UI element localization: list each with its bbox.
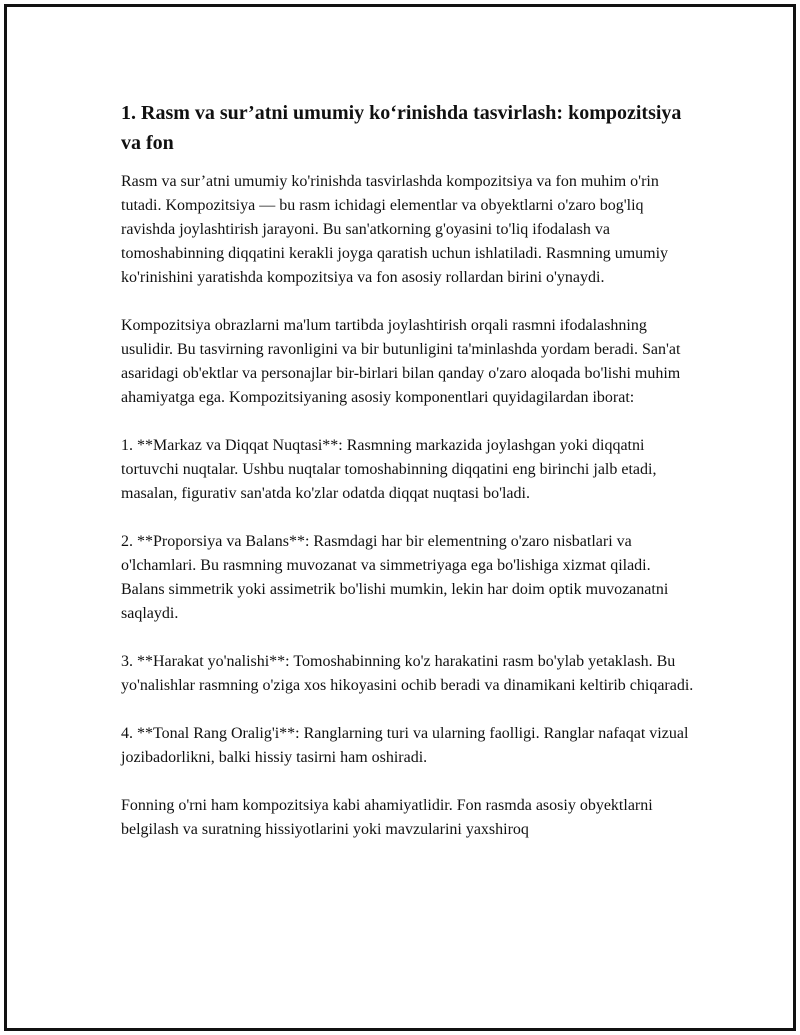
list-item-movement-direction: 3. **Harakat yo'nalishi**: Tomoshabinning ko'z harakatini rasm bo'ylab yetaklash. Bu yo'nalishlar rasmning o'ziga xos hikoyasini ochib beradi va dinamikani keltirib chiqaradi.: [121, 653, 694, 694]
list-item-tonal-range: 4. **Tonal Rang Oralig'i**: Ranglarning turi va ularning faolligi. Ranglar nafaqat vizual jozibadorlikni, balki hissiy tasirni ham oshiradi.: [121, 725, 689, 766]
document-body: [121, 98, 696, 866]
document-title: 1. Rasm va sur’atni umumiy ko‘rinishda tasvirlash: kompozitsiya va fon: [121, 102, 682, 154]
page-frame: [4, 4, 796, 1031]
paragraph-composition: Kompozitsiya obrazlarni ma'lum tartibda joylashtirish orqali rasmni ifodalashning usulidir. Bu tasvirning ravonligini va bir butunligini ta'minlashda yordam beradi. San'at asaridagi ob'ektlar va personajlar bir-birlari bilan qanday o'zaro aloqada bo'lishi muhim ahamiyatga ega. Kompozitsiyaning asosiy komponentlari quyidagilardan iborat:: [121, 317, 681, 406]
list-item-proportion-balance: 2. **Proporsiya va Balans**: Rasmdagi har bir elementning o'zaro nisbatlari va o'lchamlari. Bu rasmning muvozanat va simmetriyaga ega bo'lishiga xizmat qiladi. Balans simmetrik yoki assimetrik bo'lishi mumkin, lekin har doim optik muvozanatni saqlaydi.: [121, 533, 669, 622]
paragraph-intro: Rasm va sur’atni umumiy ko'rinishda tasvirlashda kompozitsiya va fon muhim o'rin tutadi. Kompozitsiya — bu rasm ichidagi elementlar va obyektlarni o'zaro bog'liq ravishda joylashtirish jarayoni. Bu san'atkorning g'oyasini to'liq ifodalash va tomoshabinning diqqatini kerakli joyga qaratish uchun ishlatiladi. Rasmning umumiy ko'rinishini yaratishda kompozitsiya va fon asosiy rollardan birini o'ynaydi.: [121, 173, 669, 286]
list-item-center-focus: 1. **Markaz va Diqqat Nuqtasi**: Rasmning markazida joylashgan yoki diqqatni tortuvchi nuqtalar. Ushbu nuqtalar tomoshabinning diqqatini eng birinchi jalb etadi, masalan, figurativ san'atda ko'zlar odatda diqqat nuqtasi bo'ladi.: [121, 437, 657, 502]
paragraph-background: Fonning o'rni ham kompozitsiya kabi ahamiyatlidir. Fon rasmda asosiy obyektlarni belgilash va suratning hissiyotlarini yoki mavzularini yaxshiroq: [121, 797, 653, 838]
